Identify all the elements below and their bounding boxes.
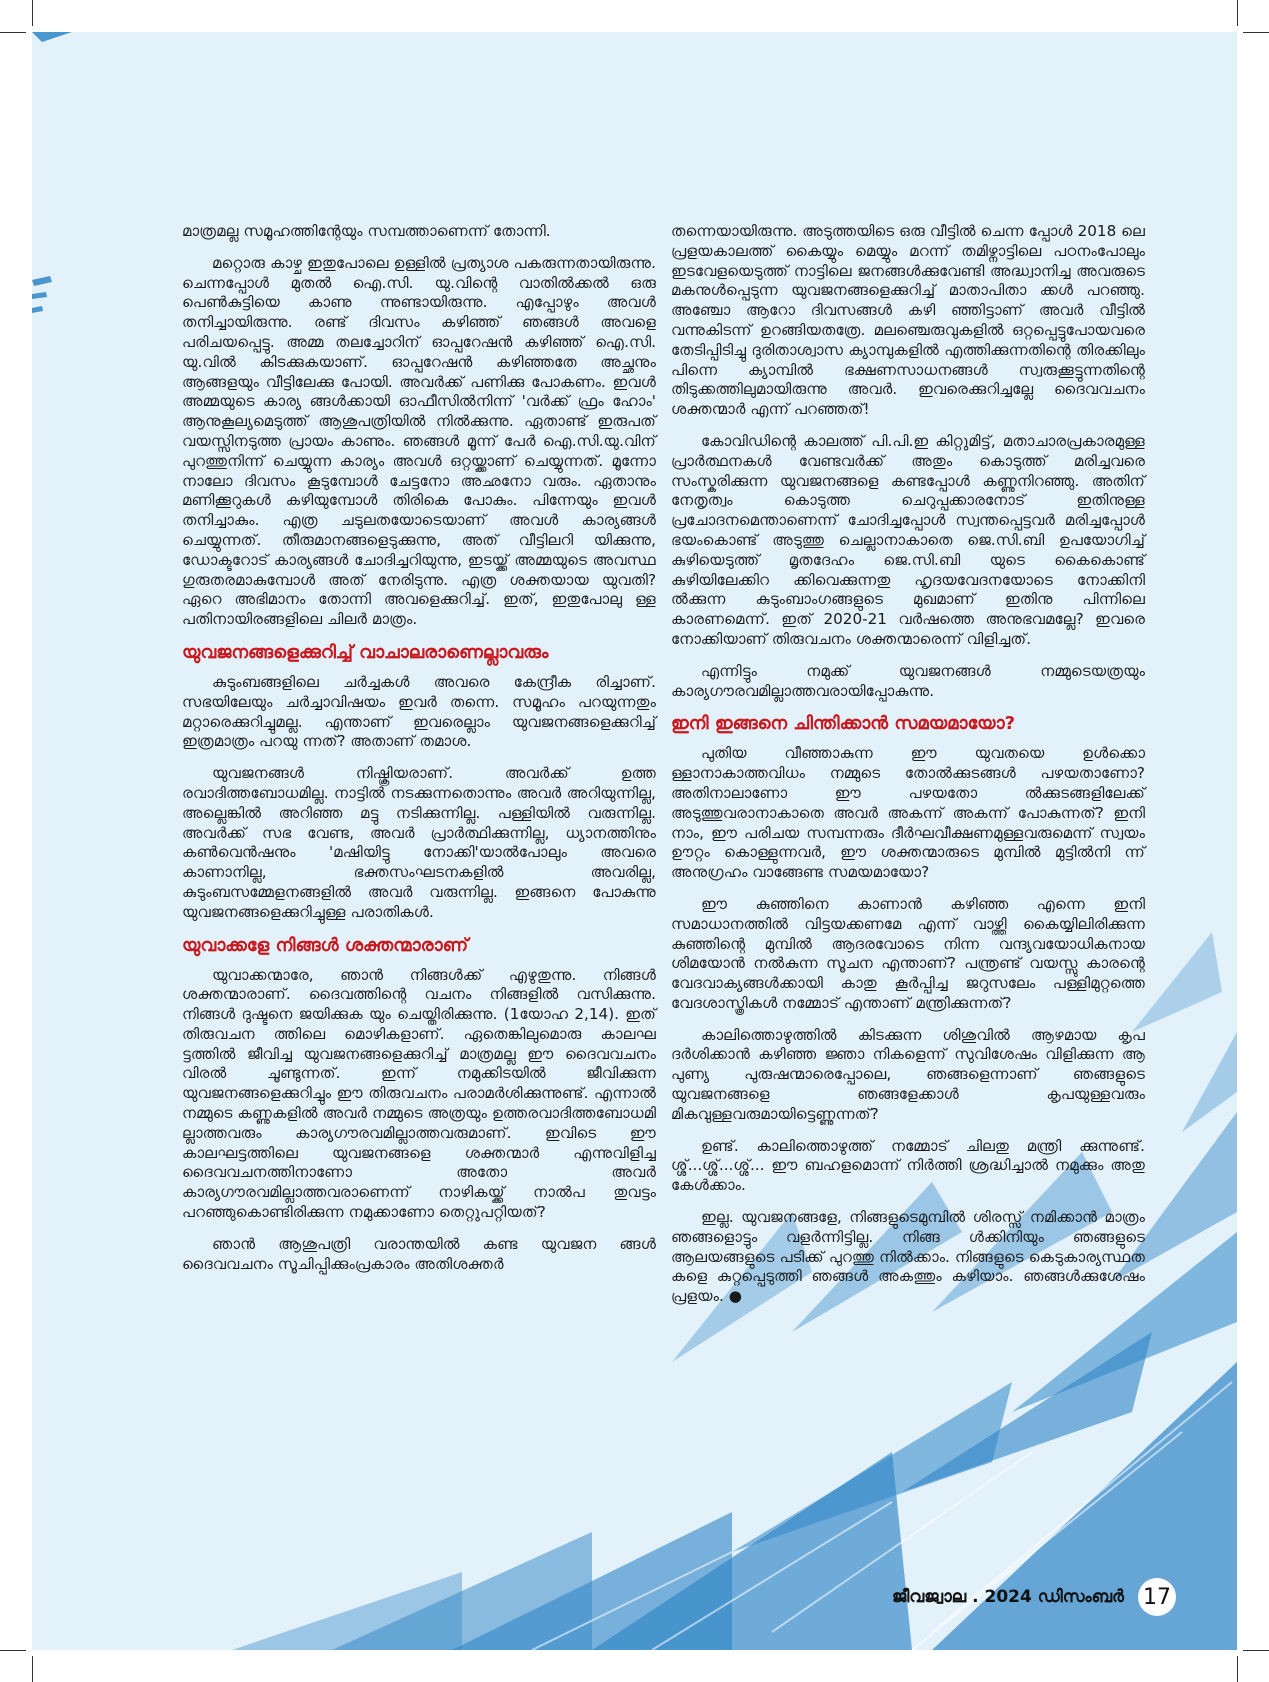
- paragraph: മറ്റൊരു കാഴ്ച ഇതുപോലെ ഉള്ളിൽ പ്രത്യാശ പകരുന്നതായിരുന്നു. ചെന്നപ്പോൾ മുതൽ ഐ.സി. യു.വിന്റെ വാതിൽക്കൽ ഒരു പെൺകുട്ടിയെ കാണു ന്നുണ്ടായിരുന്നു. എപ്പോഴും അവൾ തനിച്ചായിരുന്നു. രണ്ട് ദിവസം കഴിഞ്ഞ് ഞങ്ങൾ അവളെ പരിചയപ്പെട്ടു. അമ്മ തലച്ചോറിന് ഓപ്പറേഷൻ കഴിഞ്ഞ് ഐ.സി. യു.വിൽ കിടക്കുകയാണ്. ഓപ്പറേഷൻ കഴിഞ്ഞതേ അച്ഛനും ആങ്ങളയും വീട്ടിലേക്കു പോയി. അവർക്ക് പണിക്കു പോകണം. ഇവൾ അമ്മയുടെ കാര്യ ങ്ങൾക്കായി ഓഫീസിൽനിന്ന് 'വർക്ക് ഫ്രം ഹോം' ആനുകൂല്യമെടുത്ത് ആശുപത്രിയിൽ നിൽക്കുന്നു. ഏതാണ്ട് ഇരുപത് വയസ്സിനടുത്ത പ്രായം കാണും. ഞങ്ങൾ മൂന്ന് പേർ ഐ.സി.യു.വിന് പുറത്തുനിന്ന് ചെയ്യുന്ന കാര്യം അവൾ ഒറ്റയ്ക്കാണ് ചെയ്യുന്നത്. മൂന്നോ നാലോ ദിവസം കൂടുമ്പോൾ ചേട്ടനോ അഛനോ വരും. ഏതാനും മണിക്കൂറുകൾ കഴിയുമ്പോൾ തിരികെ പോകും. പിന്നേയും ഇവൾ തനിച്ചാകും. എത്ര ചടുലതയോടെയാണ് അവൾ കാര്യങ്ങൾ ചെയ്യുന്നത്. തീരുമാനങ്ങളെടുക്കുന്നു, അത് വീട്ടിലറി യിക്കുന്നു, ഡോക്ടറോട് കാര്യങ്ങൾ ചോദിച്ചറിയുന്നു, ഇടയ്ക്ക് അമ്മയുടെ അവസ്ഥ ഗുരുതരമാകുമ്പോൾ അത് നേരിടുന്നു. എത്ര ശക്തയായ യുവതി? ഏറെ അഭിമാനം തോന്നി അവളെക്കുറിച്ച്. ഇത്, ഇതുപോലു ള്ള പതിനായിരങ്ങളിലെ ചിലർ മാത്രം.: [182, 253, 656, 629]
- crop-mark: [1237, 1656, 1238, 1682]
- page-number: 17: [1138, 1578, 1176, 1616]
- paragraph: ഇല്ല. യുവജനങ്ങളേ, നിങ്ങളുടെമുമ്പിൽ ശിരസ്സ് നമിക്കാൻ മാത്രം ഞങ്ങളൊട്ടും വളർന്നിട്ടില്ല. നിങ്ങ ൾക്കിനിയും ഞങ്ങളുടെ ആലയങ്ങളുടെ പടിക്ക് പുറത്തു നിൽക്കാം. നിങ്ങളുടെ കെടുകാര്യസ്ഥത കളെ കുറ്റപ്പെടുത്തി ഞങ്ങൾ അകത്തും കഴിയാം. ഞങ്ങൾക്കുശേഷം പ്രളയം. ●: [671, 1208, 1145, 1306]
- paragraph: കുടുംബങ്ങളിലെ ചർച്ചകൾ അവരെ കേന്ദ്രീക രിച്ചാണ്. സഭയിലേയും ചർച്ചാവിഷയം ഇവർ തന്നെ. സമൂഹം പറയുന്നതും മറ്റാരെക്കുറിച്ചുമല്ല. എന്താണ് ഇവരെല്ലാം യുവജനങ്ങളെക്കുറിച്ച് ഇത്രമാത്രം പറയു ന്നത്? അതാണ് തമാശ.: [182, 672, 656, 751]
- publication-name: ജീവജ്വാല . 2024 ഡിസംബർ: [892, 1587, 1124, 1607]
- paragraph: പുതിയ വീഞ്ഞാകുന്ന ഈ യുവതയെ ഉൾക്കൊ ള്ളാനാകാത്തവിധം നമ്മുടെ തോൽക്കുടങ്ങൾ പഴയതാണോ? അതിനാലാണോ ഈ പഴയതോ ൽക്കുടങ്ങളിലേക്ക് അടുത്തുവരാനാകാതെ അവർ അകന്ന് അകന്ന് പോകുന്നത്? ഇനി നാം, ഈ പരിചയ സമ്പന്നരും ദീർഘവീക്ഷണമുള്ളവരുമെന്ന് സ്വയം ഊറ്റം കൊള്ളുന്നവർ, ഈ ശക്തന്മാരുടെ മുമ്പിൽ മുട്ടിൽനി ന്ന് അനുഗ്രഹം വാങ്ങേണ്ട സമയമായോ?: [671, 744, 1145, 882]
- left-column: [182, 222, 656, 1286]
- crop-mark: [1243, 1650, 1269, 1651]
- crop-mark: [1237, 0, 1238, 26]
- paragraph: ഞാൻ ആശുപത്രി വരാന്തയിൽ കണ്ട യുവജന ങ്ങൾ ദൈവവചനം സൂചിപ്പിക്കുംപ്രകാരം അതിശക്തർ: [182, 1234, 656, 1273]
- crop-mark: [0, 32, 26, 33]
- crop-mark: [32, 0, 33, 26]
- paragraph: യുവജനങ്ങൾ നിഷ്ക്രിയരാണ്. അവർക്ക് ഉത്ത രവാദിത്തബോധമില്ല. നാട്ടിൽ നടക്കുന്നതൊന്നും അവർ അറിയുന്നില്ല, അല്ലെങ്കിൽ അറിഞ്ഞ മട്ടു നടിക്കുന്നില്ല. പള്ളിയിൽ വരുന്നില്ല. അവർക്ക് സഭ വേണ്ട, അവർ പ്രാർത്ഥിക്കുന്നില്ല, ധ്യാനത്തിനും കൺവെൻഷനും 'മഷിയിട്ടു നോക്കി'യാൽപോലും അവരെ കാണാനില്ല, ഭക്തസംഘടനകളിൽ അവരില്ല, കുടുംബസമ്മേളനങ്ങളിൽ അവർ വരുന്നില്ല. ഇങ്ങനെ പോകുന്നു യുവജനങ്ങളെക്കുറിച്ചുള്ള പരാതികൾ.: [182, 764, 656, 921]
- paragraph: തന്നെയായിരുന്നു. അടുത്തയിടെ ഒരു വീട്ടിൽ ചെന്ന പ്പോൾ 2018 ലെ പ്രളയകാലത്ത് കൈയ്യും മെയ്യും മറന്ന് തമിഴ്നാട്ടിലെ പഠനംപോലും ഇടവേളയെടുത്ത് നാട്ടിലെ ജനങ്ങൾക്കുവേണ്ടി അദ്ധ്വാനിച്ച അവരുടെ മകനുൾപ്പെടുന്ന യുവജനങ്ങളെക്കുറിച്ച് മാതാപിതാ ക്കൾ പറഞ്ഞു. അഞ്ചോ ആറോ ദിവസങ്ങൾ കഴി ഞ്ഞിട്ടാണ് അവർ വീട്ടിൽ വന്നുകിടന്ന് ഉറങ്ങിയതത്രേ. മലഞ്ചെരുവുകളിൽ ഒറ്റപ്പെട്ടുപോയവരെ തേടിപ്പിടിച്ചു ദുരിതാശ്വാസ ക്യാമ്പുകളിൽ എത്തിക്കുന്നതിന്റെ തിരക്കിലും പിന്നെ ക്യാമ്പിൽ ഭക്ഷണസാധനങ്ങൾ സ്വരുക്കൂട്ടുന്നതിന്റെ തിടുക്കത്തിലുമായിരുന്നു അവർ. ഇവരെക്കുറിച്ചല്ലേ ദൈവവചനം ശക്തന്മാർ എന്ന് പറഞ്ഞത്!: [671, 222, 1145, 419]
- right-column: [671, 222, 1145, 1319]
- section-heading: ഇനി ഇങ്ങനെ ചിന്തിക്കാൻ സമയമായോ?: [671, 713, 1016, 735]
- paragraph: യുവാക്കന്മാരേ, ഞാൻ നിങ്ങൾക്ക് എഴുതുന്നു. നിങ്ങൾ ശക്തന്മാരാണ്. ദൈവത്തിന്റെ വചനം നിങ്ങളിൽ വസിക്കുന്നു. നിങ്ങൾ ദുഷ്ടനെ ജയിക്കുക യും ചെയ്തിരിക്കുന്നു. (1യോഹ 2,14). ഇത് തിരുവചന ത്തിലെ മൊഴികളാണ്. ഏതെങ്കിലുമൊരു കാലഘ ട്ടത്തിൽ ജീവിച്ച യുവജനങ്ങളെക്കുറിച്ച് മാത്രമല്ല ഈ ദൈവവചനം വിരൽ ചൂണ്ടുന്നത്. ഇന്ന് നമുക്കിടയിൽ ജീവിക്കുന്ന യുവജനങ്ങളെക്കുറിച്ചും ഈ തിരുവചനം പരാമർശിക്കുന്നുണ്ട്. എന്നാൽ നമ്മുടെ കണ്ണുകളിൽ അവർ നമ്മുടെ അത്രയും ഉത്തരവാദിത്തബോധമി ല്ലാത്തവരും കാര്യഗൗരവമില്ലാത്തവരുമാണ്. ഇവിടെ ഈ കാലഘട്ടത്തിലെ യുവജനങ്ങളെ ശക്തന്മാർ എന്നുവിളിച്ച ദൈവവചനത്തിനാണോ അതോ അവർ കാര്യഗൗരവമില്ലാത്തവരാണെന്ന് നാഴികയ്ക്ക് നാൽപ തുവട്ടം പറഞ്ഞുകൊണ്ടിരിക്കുന്ന നമുക്കാണോ തെറ്റുപറ്റിയത്?: [182, 965, 656, 1222]
- paragraph: ഈ കുഞ്ഞിനെ കാണാൻ കഴിഞ്ഞ എന്നെ ഇനി സമാധാനത്തിൽ വിട്ടയക്കണമേ എന്ന് വാഴ്ത്തി കൈയ്യിലിരിക്കുന്ന കുഞ്ഞിന്റെ മുമ്പിൽ ആദരവോടെ നിന്ന വന്ദ്യവയോധികനായ ശിമയോൻ നൽകുന്ന സൂചന എന്താണ്? പന്ത്രണ്ട് വയസ്സു കാരന്റെ വേദവാക്യങ്ങൾക്കായി കാതു കൂർപ്പിച്ച ജറുസലേം പള്ളിമുറ്റത്തെ വേദശാസ്ത്രികൾ നമ്മോട് എന്താണ് മന്ത്രിക്കുന്നത്?: [671, 894, 1145, 1012]
- magazine-page: [32, 32, 1237, 1650]
- section-heading: യുവജനങ്ങളെക്കുറിച്ച് വാചാലരാണെല്ലാവരും: [182, 641, 549, 663]
- crop-mark: [32, 1656, 33, 1682]
- paragraph: കോവിഡിന്റെ കാലത്ത് പി.പി.ഇ കിറ്റുമിട്ട്, മതാചാരപ്രകാരമുള്ള പ്രാർത്ഥനകൾ വേണ്ടവർക്ക് അതും കൊടുത്ത് മരിച്ചവരെ സംസ്കരിക്കുന്ന യുവജനങ്ങളെ കണ്ടപ്പോൾ കണ്ണുനിറഞ്ഞു. അതിന് നേതൃത്വം കൊടുത്ത ചെറുപ്പക്കാരനോട് ഇതിനുള്ള പ്രചോദനമെന്താണെന്ന് ചോദിച്ചപ്പോൾ സ്വന്തപ്പെട്ടവർ മരിച്ചപ്പോൾ ഭയംകൊണ്ട് അടുത്തു ചെല്ലാനാകാതെ ജെ.സി.ബി ഉപയോഗിച്ച് കുഴിയെടുത്ത് മൃതദേഹം ജെ.സി.ബി യുടെ കൈകൊണ്ട് കുഴിയിലേക്കിറ ക്കിവെക്കുന്നതു ഹൃദയവേദനയോടെ നോക്കിനി ൽക്കുന്ന കുടുംബാംഗങ്ങളുടെ മുഖമാണ് ഇതിനു പിന്നിലെ കാരണമെന്ന്. ഇത് 2020-21 വർഷത്തെ അനുഭവമല്ലേ? ഇവരെ നോക്കിയാണ് തിരുവചനം ശക്തന്മാരെന്ന് വിളിച്ചത്.: [671, 431, 1145, 648]
- section-heading: യുവാക്കളേ നിങ്ങൾ ശക്തന്മാരാണ്: [182, 934, 469, 956]
- paragraph: മാത്രമല്ല സമൂഹത്തിന്റേയും സമ്പത്താണെന്ന് തോന്നി.: [182, 222, 551, 240]
- crop-mark: [1243, 32, 1269, 33]
- page-footer: [892, 1577, 1176, 1617]
- paragraph: കാലിത്തൊഴുത്തിൽ കിടക്കുന്ന ശിശുവിൽ ആഴമായ കൃപ ദർശിക്കാൻ കഴിഞ്ഞ ജ്ഞാ നികളെന്ന് സുവിശേഷം വിളിക്കുന്ന ആ പുണ്യ പുരുഷന്മാരെപ്പോലെ, ഞങ്ങളെന്നാണ് ഞങ്ങളുടെ യുവജനങ്ങളെ ഞങ്ങളേക്കാൾ കൃപയുള്ളവരും മികവുള്ളവരുമായിട്ടെണ്ണുന്നത്?: [671, 1025, 1145, 1123]
- paragraph: ഉണ്ട്. കാലിത്തൊഴുത്ത് നമ്മോട് ചിലതു മന്ത്രി ക്കുന്നുണ്ട്. ശ്ശ്...ശ്ശ്...ശ്ശ്... ഈ ബഹളമൊന്ന് നിർത്തി ശ്രദ്ധിച്ചാൽ നമുക്കും അതു കേൾക്കാം.: [671, 1136, 1145, 1195]
- paragraph: എന്നിട്ടും നമുക്ക് യുവജനങ്ങൾ നമ്മുടെയത്രയും കാര്യഗൗരവമില്ലാത്തവരായിപ്പോകുന്നു.: [671, 661, 1145, 700]
- crop-mark: [0, 1650, 26, 1651]
